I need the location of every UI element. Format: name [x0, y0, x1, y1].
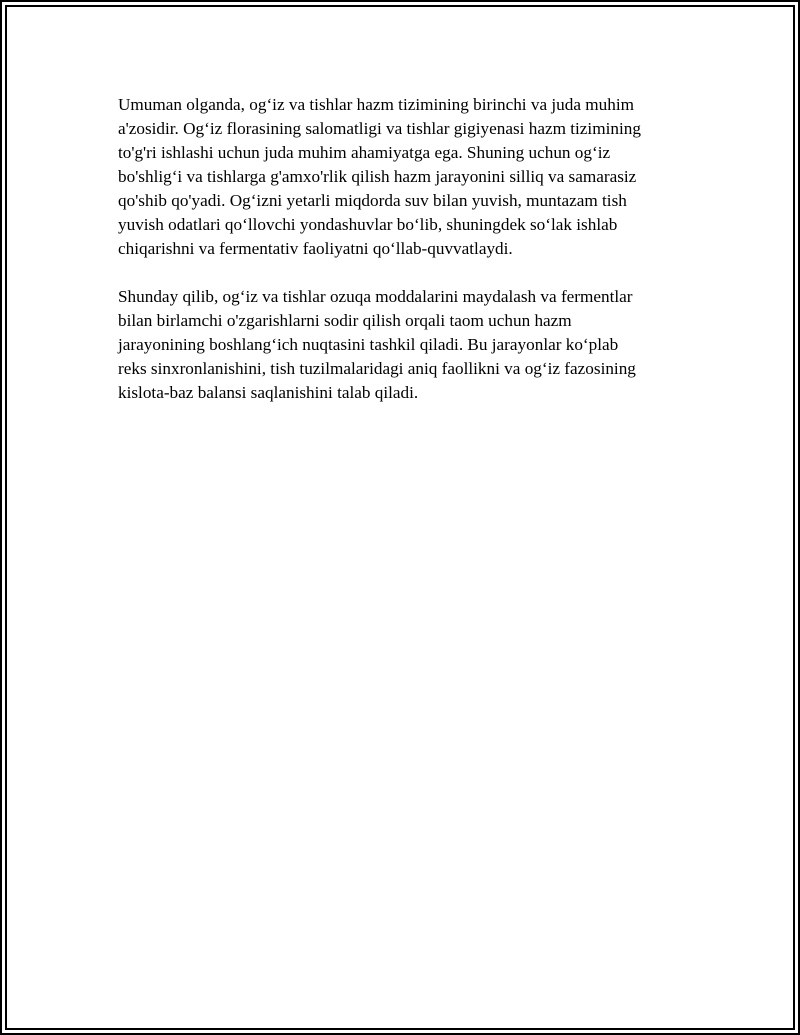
paragraph-2: Shunday qilib, og‘iz va tishlar ozuqa moddalarini maydalash va fermentlar bilan birlamchi o'zgarishlarni sodir qilish orqali taom uchun hazm jarayonining boshlang‘ich nuqtasini tashkil qiladi. Bu jarayonlar ko‘plab reks sinxronlanishini, tish tuzilmalaridagi aniq faollikni va og‘iz fazosining kislota-baz balansi saqlanishini talab qiladi.	[118, 287, 636, 402]
paragraph-1: Umuman olganda, og‘iz va tishlar hazm tizimining birinchi va juda muhim a'zosidir. Og‘iz florasining salomatligi va tishlar gigiyenasi hazm tizimining to'g'ri ishlashi uchun juda muhim ahamiyatga ega. Shuning uchun og‘iz bo'shlig‘i va tishlarga g'amxo'rlik qilish hazm jarayonini silliq va samarasiz qo'shib qo'yadi. Og‘izni yetarli miqdorda suv bilan yuvish, muntazam tish yuvish odatlari qo‘llovchi yondashuvlar bo‘lib, shuningdek so‘lak ishlab chiqarishni va fermentativ faoliyatni qo‘llab-quvvatlaydi.	[118, 95, 641, 258]
document-body	[118, 93, 690, 429]
